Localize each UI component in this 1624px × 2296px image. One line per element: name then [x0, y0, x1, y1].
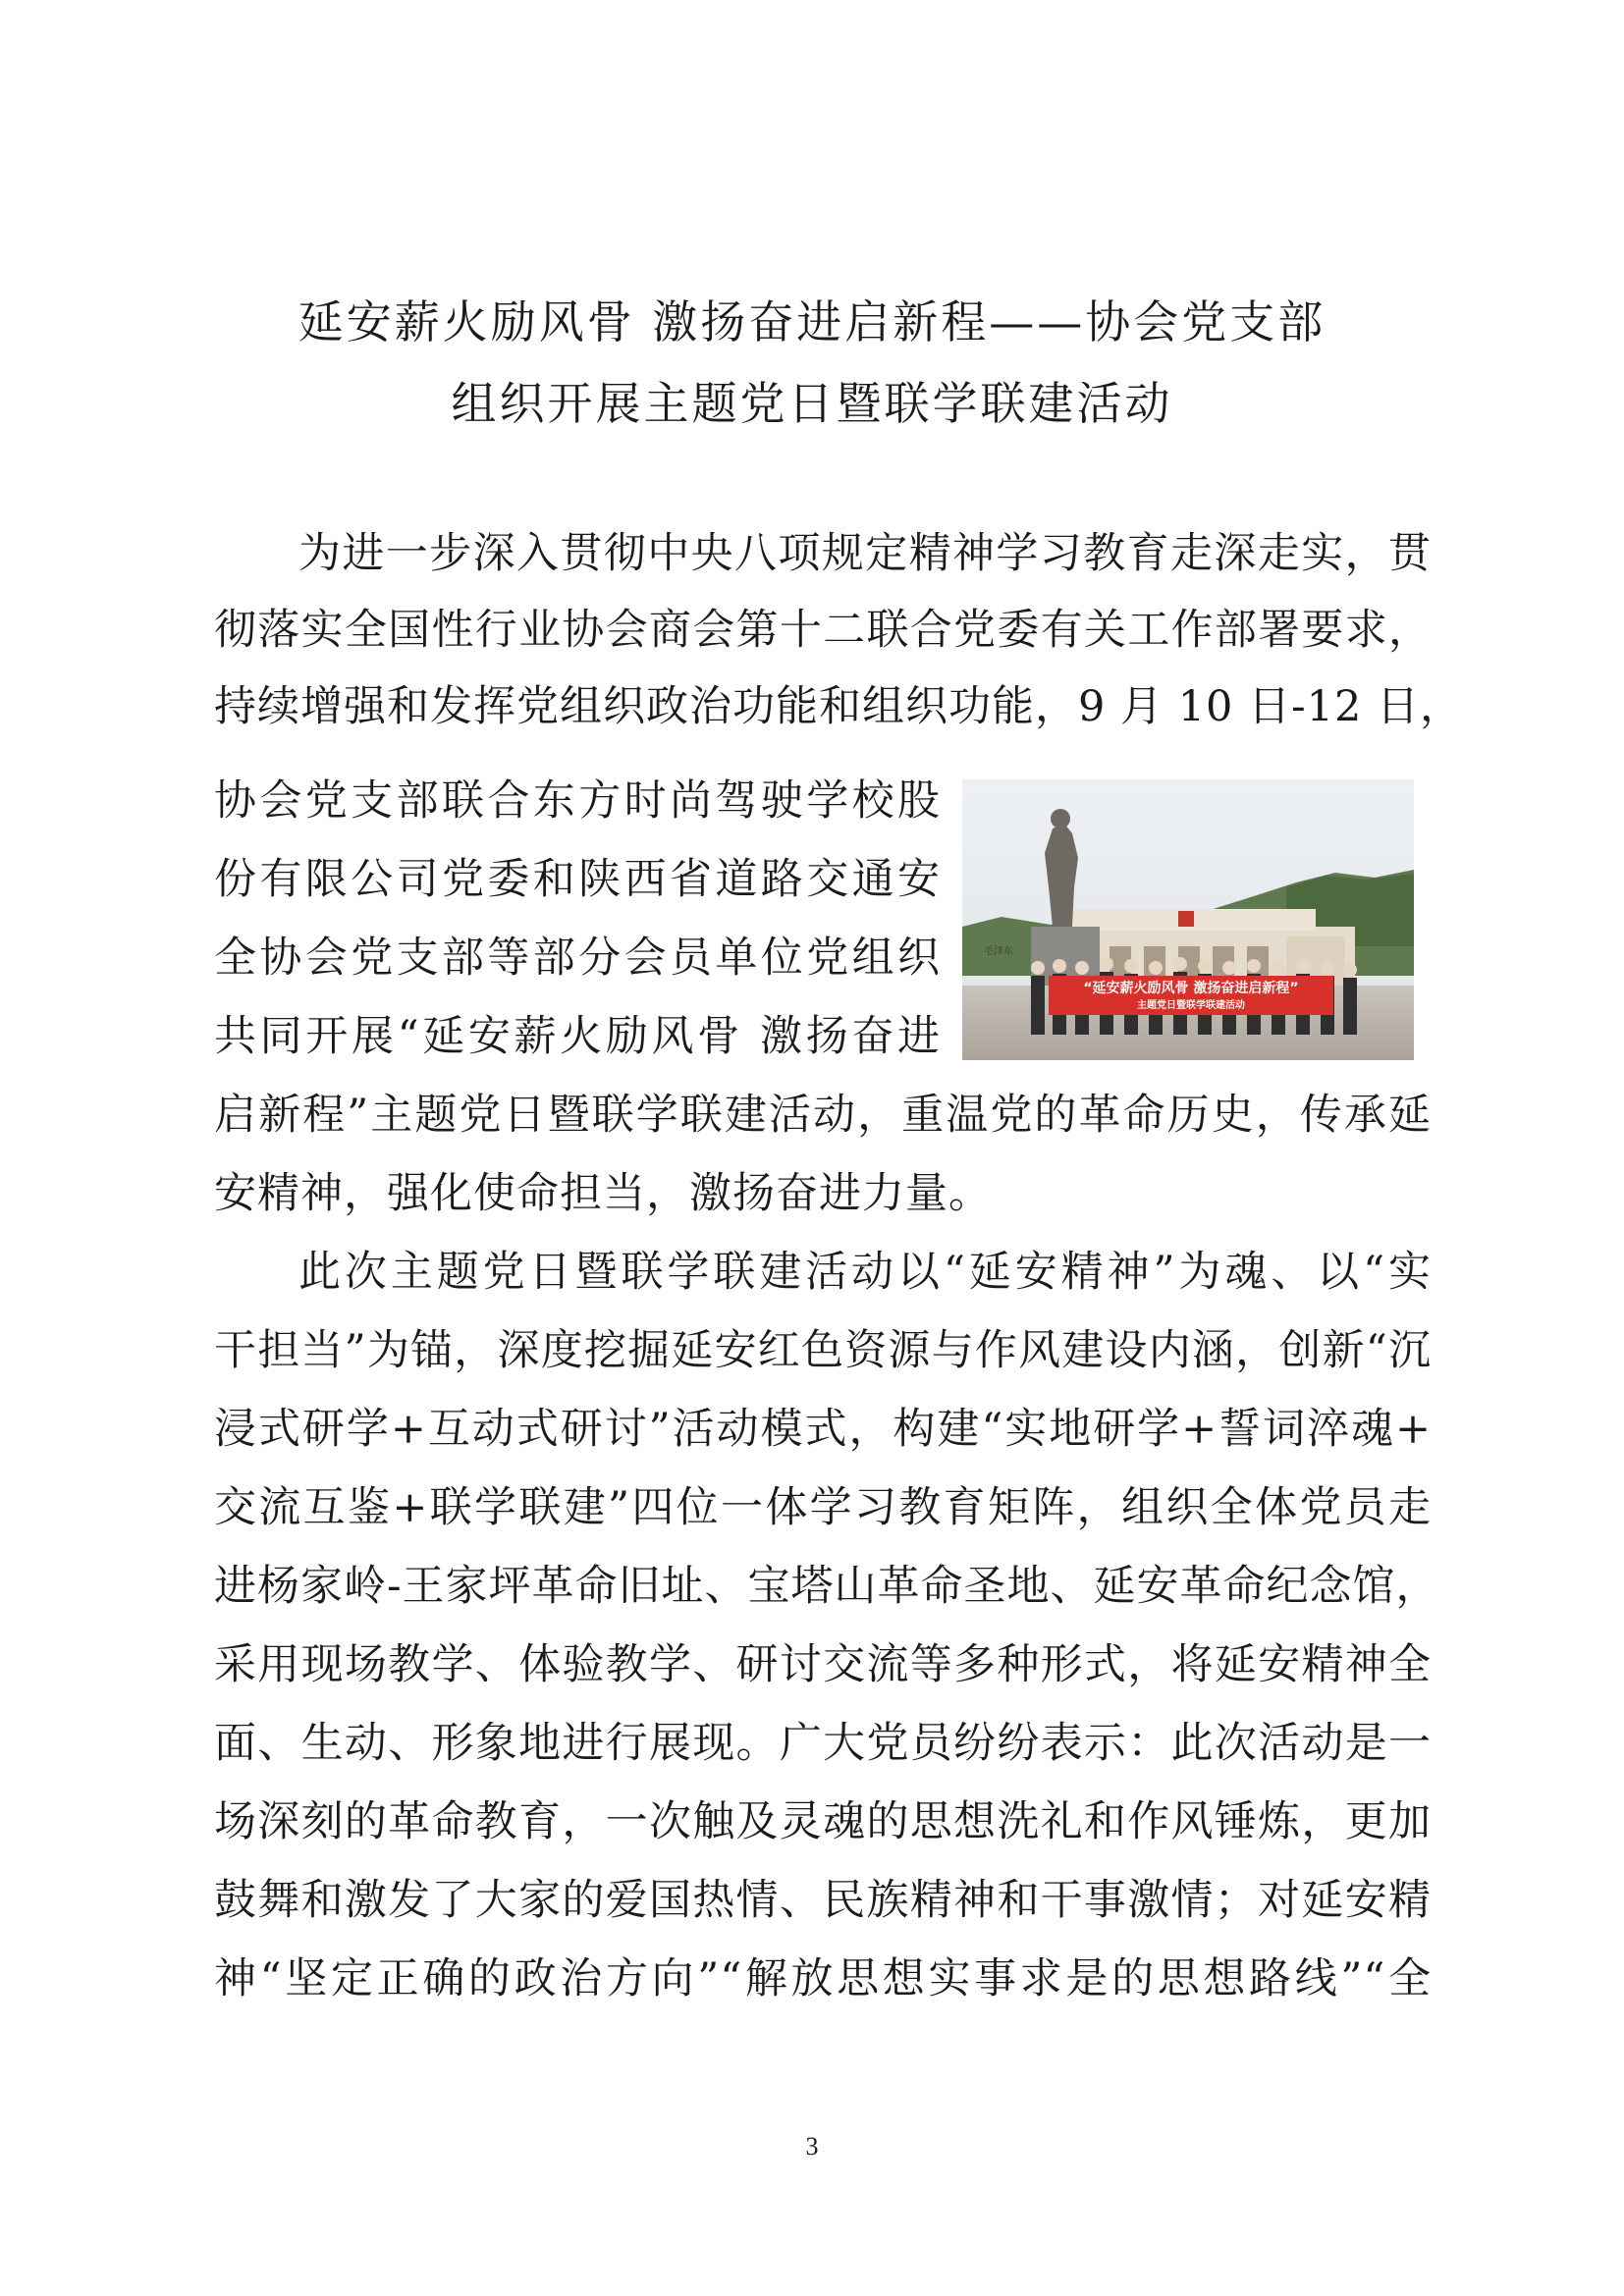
- text-line: 场深刻的革命教育，一次触及灵魂的思想洗礼和作风锤炼，更加: [214, 1797, 1432, 1846]
- page-number: 3: [805, 2132, 819, 2161]
- building-sign: 毛泽东: [984, 946, 1013, 957]
- event-photo: [962, 779, 1414, 1060]
- text-line: 持续增强和发挥党组织政治功能和组织功能，9 月 10 日-12 日，: [214, 682, 1463, 731]
- title-line-2: 组织开展主题党日暨联学联建活动: [451, 377, 1173, 430]
- text-line: 浸式研学+互动式研讨”活动模式，构建“实地研学+誓词淬魂+: [214, 1405, 1432, 1454]
- text-line: 共同开展“延安薪火励风骨 激扬奋进: [214, 1012, 941, 1061]
- text-line: 彻落实全国性行业协会商会第十二联合党委有关工作部署要求，: [214, 606, 1432, 655]
- text-line: 鼓舞和激发了大家的爱国热情、民族精神和干事激情；对延安精: [214, 1876, 1432, 1925]
- text-line: 神“坚定正确的政治方向”“解放思想实事求是的思想路线”“全: [214, 1954, 1432, 2003]
- text-line: 全协会党支部等部分会员单位党组织: [214, 934, 941, 983]
- text-line: 采用现场教学、体验教学、研讨交流等多种形式，将延安精神全: [214, 1640, 1432, 1689]
- text-line: 此次主题党日暨联学联建活动以“延安精神”为魂、以“实: [298, 1248, 1432, 1297]
- text-line: 启新程”主题党日暨联学联建活动，重温党的革命历史，传承延: [214, 1091, 1432, 1140]
- text-line: 协会党支部联合东方时尚驾驶学校股: [214, 776, 941, 826]
- banner-line-2: 主题党日暨联学联建活动: [1137, 1000, 1245, 1011]
- text-line: 进杨家岭-王家坪革命旧址、宝塔山革命圣地、延安革命纪念馆，: [214, 1562, 1439, 1611]
- text-line: 为进一步深入贯彻中央八项规定精神学习教育走深走实，贯: [298, 529, 1432, 578]
- text-line: 交流互鉴+联学联建”四位一体学习教育矩阵，组织全体党员走: [214, 1483, 1432, 1532]
- text-line: 份有限公司党委和陕西省道路交通安: [214, 855, 941, 904]
- text-line: 安精神，强化使命担当，激扬奋进力量。: [214, 1169, 992, 1218]
- banner-line-1: “延安薪火励风骨 激扬奋进启新程”: [1083, 981, 1299, 996]
- title-line-1: 延安薪火励风骨 激扬奋进启新程——协会党支部: [298, 295, 1326, 348]
- text-line: 干担当”为锚，深度挖掘延安红色资源与作风建设内涵，创新“沉: [214, 1326, 1432, 1375]
- text-line: 面、生动、形象地进行展现。广大党员纷纷表示：此次活动是一: [214, 1719, 1432, 1768]
